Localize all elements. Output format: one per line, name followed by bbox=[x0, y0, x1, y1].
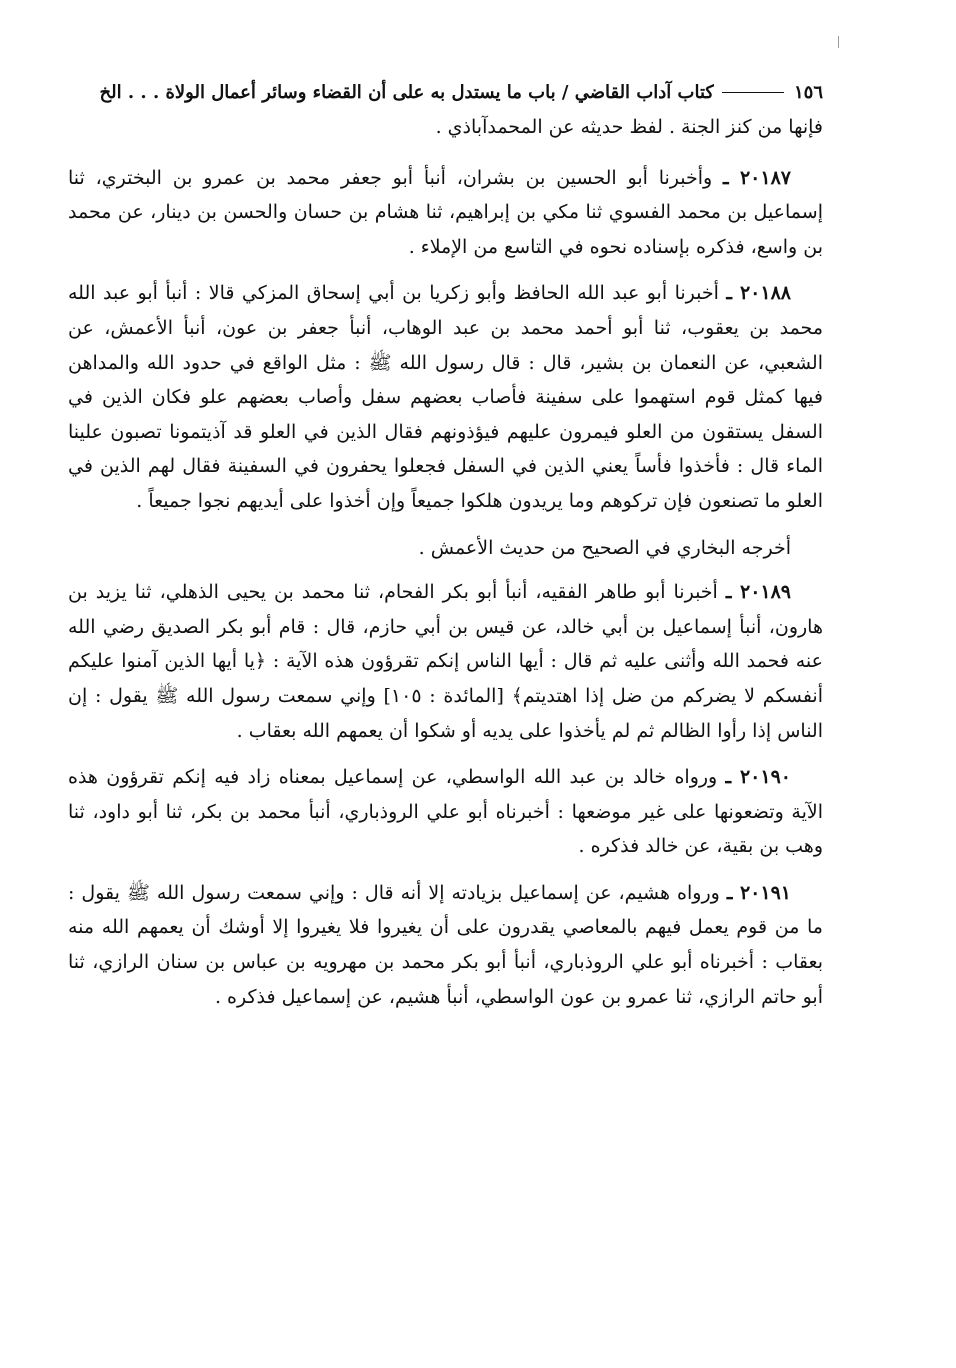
hadith-20190 bbox=[68, 760, 823, 864]
takhrij-note: أخرجه البخاري في الصحيح من حديث الأعمش . bbox=[418, 536, 791, 559]
hadith-number: ٢٠١٩٠ ـ bbox=[725, 766, 791, 789]
hadith-text: أخبرنا أبو عبد الله الحافظ وأبو زكريا بن أبي إسحاق المزكي قالا : أنبأ أبو عبد الله محمد بن يعقوب، ثنا أبو أحمد محمد بن عبد الوهاب، أنبأ جعفر بن عون، أنبأ الأعمش، عن الشعبي، عن النعمان بن بشير، قال : قال رسول الله ﷺ : مثل الواقع في حدود الله والمداهن فيها كمثل قوم استهموا على سفينة فأصاب بعضهم سفل وأصاب بعضهم علو فكان الذين في السفل يستقون من العلو فيمرون عليهم فيؤذونهم فقال الذين في العلو قد آذيتمونا تصبون علينا الماء قال : فأخذوا فأساً يعني الذين في السفل فجعلوا يحفرون في السفينة فقال لهم الذين في العلو ما تصنعون فإن تركوهم وما يريدون هلكوا جميعاً وإن أخذوا على أيديهم نجوا جميعاً . bbox=[68, 282, 823, 512]
hadith-20187 bbox=[68, 161, 823, 265]
hadith-number: ٢٠١٨٧ ـ bbox=[723, 166, 791, 189]
hadith-number: ٢٠١٨٨ ـ bbox=[726, 282, 791, 305]
hadith-number: ٢٠١٩١ ـ bbox=[726, 881, 791, 904]
hadith-number: ٢٠١٨٩ ـ bbox=[725, 581, 792, 604]
page-edge-mark bbox=[838, 36, 839, 48]
running-title: كتاب آداب القاضي / باب ما يستدل به على أن القضاء وسائر أعمال الولاة . . . الخ bbox=[99, 82, 714, 103]
hadith-20189 bbox=[68, 575, 823, 748]
hadith-text: وأخبرنا أبو الحسين بن بشران، أنبأ أبو جعفر محمد بن عمرو بن البختري، ثنا إسماعيل بن محمد الفسوي ثنا مكي بن إبراهيم، ثنا هشام بن حسان والحسن بن دينار، عن محمد بن واسع، فذكره بإسناده نحوه في التاسع من الإملاء . bbox=[68, 166, 823, 258]
continuation-paragraph: فإنها من كنز الجنة . لفظ حديثه عن المحمدآباذي . bbox=[435, 116, 823, 138]
hadith-text: ورواه خالد بن عبد الله الواسطي، عن إسماعيل بمعناه زاد فيه إنكم تقرؤون هذه الآية وتضعونها على غير موضعها : أخبرناه أبو علي الروذباري، أنبأ محمد بن بكر، ثنا أبو داود، ثنا وهب بن بقية، عن خالد فذكره . bbox=[68, 766, 823, 858]
header-rule bbox=[722, 92, 784, 93]
page-number: ١٥٦ bbox=[793, 82, 823, 103]
page-header bbox=[68, 78, 823, 108]
hadith-20191 bbox=[68, 876, 823, 1014]
hadith-20188 bbox=[68, 276, 823, 518]
book-page bbox=[68, 78, 823, 1026]
hadith-text: ورواه هشيم، عن إسماعيل بزيادته إلا أنه قال : وإني سمعت رسول الله ﷺ يقول : ما من قوم يعمل فيهم بالمعاصي يقدرون على أن يغيروا فلا يغيروا إلا أوشك أن يعمهم الله منه بعقاب : أخبرناه أبو علي الروذباري، أنبأ أبو بكر محمد بن مهرويه بن عباس بن سنان الرازي، ثنا أبو حاتم الرازي، ثنا عمرو بن عون الواسطي، أنبأ هشيم، عن إسماعيل فذكره . bbox=[68, 881, 823, 1008]
hadith-text: أخبرنا أبو طاهر الفقيه، أنبأ أبو بكر الفحام، ثنا محمد بن يحيى الذهلي، ثنا يزيد بن هارون، أنبأ إسماعيل بن أبي خالد، عن قيس بن أبي حازم، قال : قام أبو بكر الصديق رضي الله عنه فحمد الله وأثنى عليه ثم قال : أيها الناس إنكم تقرؤون هذه الآية : ﴿يا أيها الذين آمنوا عليكم أنفسكم لا يضركم من ضل إذا اهتديتم﴾ [المائدة : ١٠٥] وإني سمعت رسول الله ﷺ يقول : إن الناس إذا رأوا الظالم ثم لم يأخذوا على يديه أو شكوا أن يعمهم الله بعقاب . bbox=[68, 581, 823, 742]
